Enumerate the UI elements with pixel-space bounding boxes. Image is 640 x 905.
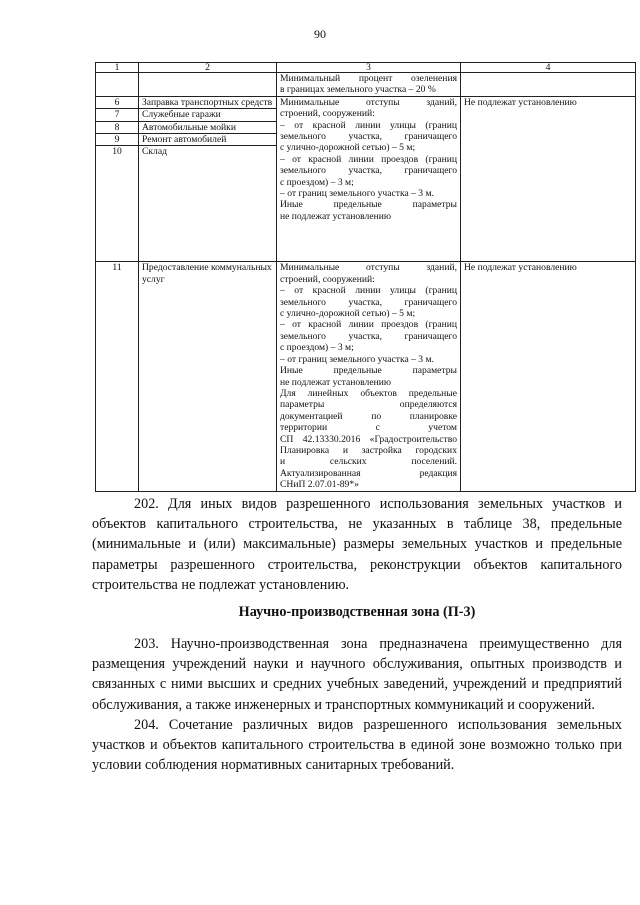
use-type-name: Склад [139, 146, 277, 262]
note-cell: Не подлежат установлению [461, 262, 636, 491]
param-line: с улично-дорожной сетью) – 5 м; [280, 308, 416, 320]
params-cell [277, 73, 461, 97]
param-line: Минимальные отступы зданий, [280, 262, 457, 274]
table-row [96, 96, 636, 108]
paragraphs-203-204-block [92, 634, 622, 775]
param-line: Минимальные отступы зданий, [280, 96, 457, 108]
column-header: 4 [461, 63, 636, 73]
param-line: не подлежат установлению [280, 210, 392, 222]
param-line: Актуализированная редакция [280, 467, 457, 479]
column-header: 3 [277, 63, 461, 73]
paragraph-202: 202. Для иных видов разрешенного использования земельных участков и объектов капитального строительства, не указанных в таблице 38, предельные (минимальные и (или) максимальные) размеры земельных участков и предельные параметры разрешенного строительства, реконструкции объектов капитального строительства не подлежат установлению. [92, 496, 622, 593]
param-line: земельного участка, граничащего [280, 330, 457, 342]
param-line: параметры определяются [280, 399, 457, 411]
param-line: – от красной линии проездов (границ [280, 319, 457, 331]
param-line: Иные предельные параметры [280, 365, 457, 377]
param-line: с улично-дорожной сетью) – 5 м; [280, 142, 416, 154]
param-line: – от границ земельного участка – 3 м. [280, 353, 434, 365]
param-line: документацией по планировке [280, 410, 457, 422]
param-line: СП 42.13330.2016 «Градостроительство [280, 433, 457, 445]
row-number: 6 [96, 96, 139, 108]
section-heading: Научно-производственная зона (П-3) [238, 604, 476, 620]
param-line: Минимальный процент озеленения [280, 73, 457, 84]
param-line: с проездом) – 3 м; [280, 176, 354, 188]
params-cell [277, 96, 461, 262]
column-header: 2 [139, 63, 277, 73]
param-line: – от красной линии улицы (границ [280, 119, 457, 131]
param-line: Для линейных объектов предельные [280, 387, 457, 399]
table-row [96, 73, 636, 97]
params-cell [277, 262, 461, 491]
row-number: 8 [96, 121, 139, 133]
param-line: строений, сооружений: [280, 273, 375, 285]
row-number: 11 [96, 262, 139, 491]
row-number: 9 [96, 134, 139, 146]
param-line: – от границ земельного участка – 3 м. [280, 188, 434, 200]
param-line: земельного участка, граничащего [280, 165, 457, 177]
use-type-name: Автомобильные мойки [139, 121, 277, 133]
param-line: территории с учетом [280, 422, 457, 434]
column-header: 1 [96, 63, 139, 73]
row-number: 10 [96, 146, 139, 262]
param-line: Планировка и застройка городских [280, 444, 457, 456]
param-line: СНиП 2.07.01-89*» [280, 479, 359, 491]
table-row [96, 262, 636, 491]
paragraph-203: 203. Научно-производственная зона предназначена преимущественно для размещения учреждений науки и научного обслуживания, опытных производств и связанных с ними высших и средних учебных заведений, учреждений и предприятий обслуживания, а также инженерных и транспортных коммуникаций и сооружений. [92, 636, 622, 713]
use-type-name: Предоставление коммунальных услуг [139, 262, 277, 491]
regulations-table [95, 62, 636, 492]
param-line: Иные предельные параметры [280, 199, 457, 211]
param-line: земельного участка, граничащего [280, 296, 457, 308]
param-line: с проездом) – 3 м; [280, 342, 354, 354]
param-line: в границах земельного участка – 20 % [280, 84, 436, 96]
param-line: и сельских поселений. [280, 456, 457, 468]
use-type-name: Заправка транспортных средств [139, 96, 277, 108]
paragraph-204: 204. Сочетание различных видов разрешенного использования земельных участков и объектов капитального строительства в единой зоне возможно только при условии соблюдения нормативных санитарных требований. [92, 716, 622, 774]
row-number: 7 [96, 109, 139, 121]
page-number: 90 [314, 27, 326, 41]
param-line: – от красной линии проездов (границ [280, 153, 457, 165]
param-line: не подлежат установлению [280, 376, 392, 388]
table-header-row [96, 63, 636, 73]
use-type-name: Ремонт автомобилей [139, 134, 277, 146]
paragraph-202-block [92, 494, 622, 595]
use-type-name: Служебные гаражи [139, 109, 277, 121]
param-line: земельного участка, граничащего [280, 131, 457, 143]
param-line: строений, сооружений: [280, 108, 375, 120]
param-line: – от красной линии улицы (границ [280, 285, 457, 297]
note-cell: Не подлежат установлению [461, 96, 636, 262]
